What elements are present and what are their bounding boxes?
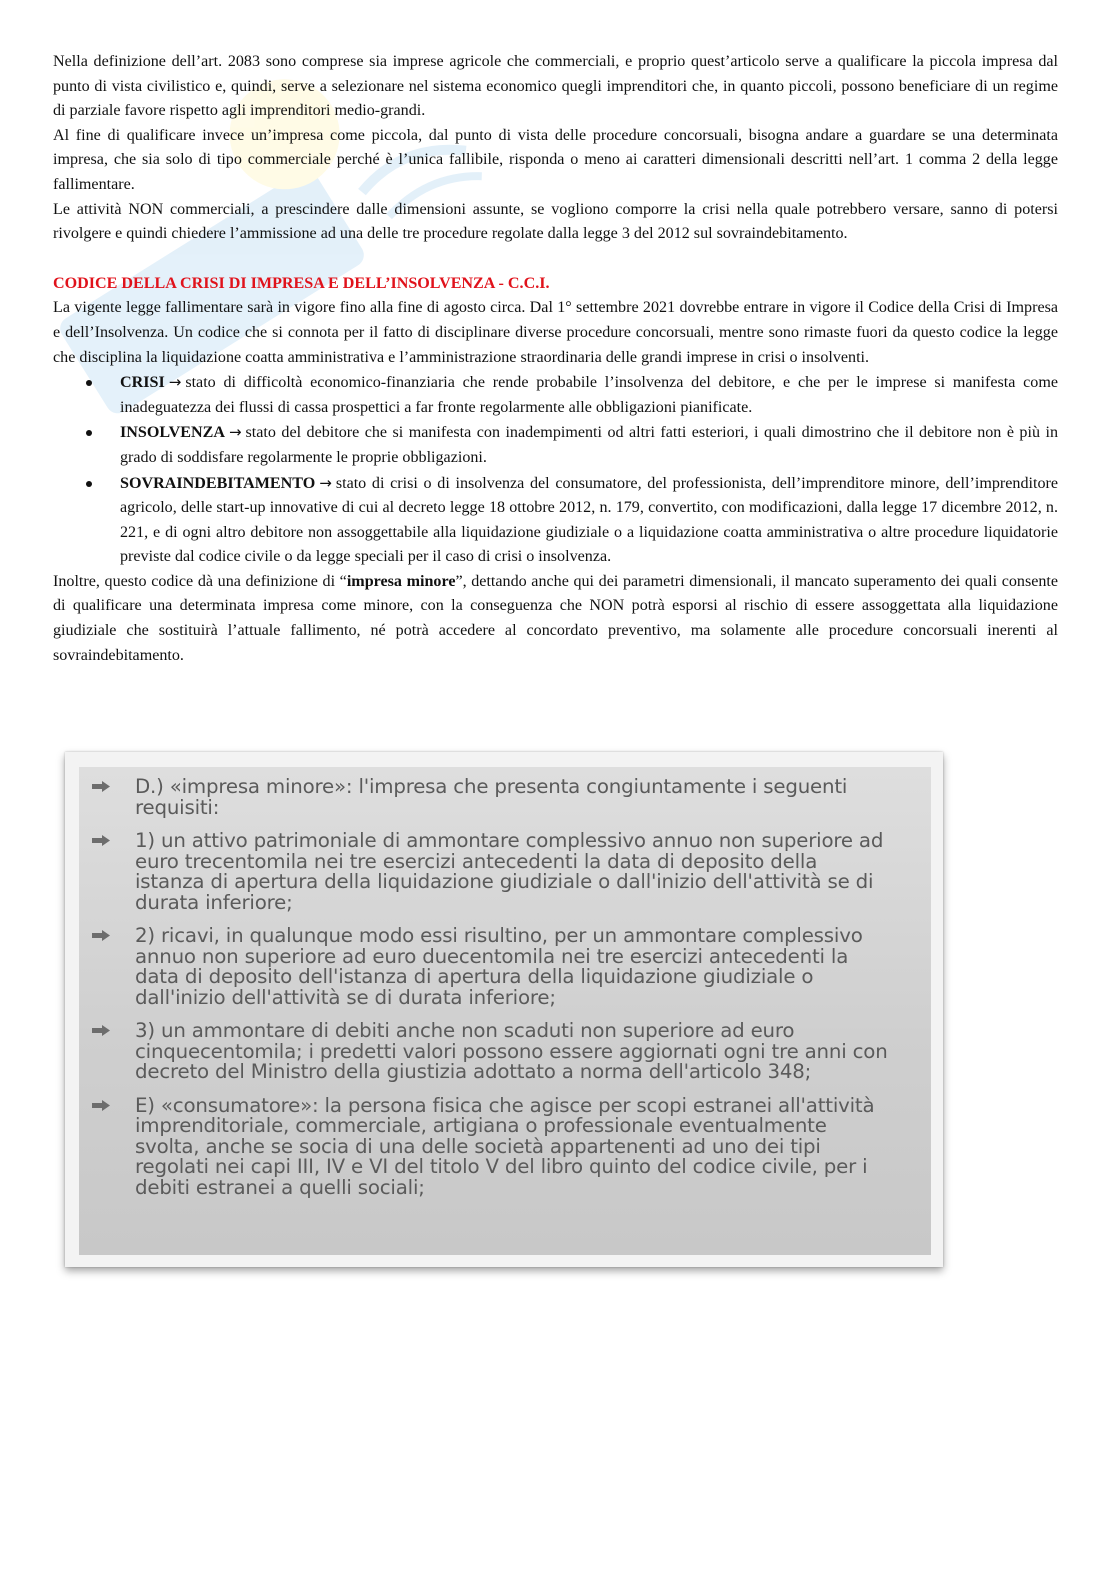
slide-arrow-icon — [92, 1100, 110, 1111]
closing-text-end: ”, dettando anche qui dei parametri dimensionali, il mancato superamento dei quali consente di qualificare una determinata impresa come minore, con la conseguenza che NON potrà esporsi al rischio di essere assoggettata alla liquidazione giudiziale che sostituirà l’attuale fallimento, né potrà accedere al concordato preventivo, ma solamente alle procedure concorsuali inerenti al sovraindebitamento. — [53, 572, 1059, 664]
slide-item-text: E) «consumatore»: la persona fisica che agisce per scopi estranei all'attività imprenditoriale, commerciale, artigiana o professionale eventualmente svolta, anche se socia di una delle società appartenenti ad uno dei tipi regolati nei capi III, IV e VI del titolo V del libro quinto del codice civile, per i debiti estranei a quelli sociali; — [135, 1093, 875, 1199]
slide-item-text: 3) un ammontare di debiti anche non scaduti non superiore ad euro cinquecentomila; i predetti valori possono essere aggiornati ogni tre anni con decreto del Ministro della giustizia adottato a norma dell'articolo 348; — [135, 1019, 888, 1083]
slide-item — [79, 1093, 931, 1199]
definition-item — [53, 471, 1058, 570]
arrow-right-icon: → — [168, 373, 182, 392]
bullet-dot-icon — [86, 430, 92, 436]
arrow-right-icon: → — [228, 423, 242, 442]
slide-item-text: 2) ricavi, in qualunque modo essi risultino, per un ammontare complessivo annuo non superiore ad euro duecentomila nei tre esercizi antecedenti la data di deposito dell'istanza di apertura della liquidazione giudiziale o dall'inizio dell'attività se di durata inferiore; — [135, 924, 863, 1009]
section-heading: CODICE DELLA CRISI DI IMPRESA E DELL’INSOLVENZA - C.C.I. — [53, 274, 550, 292]
definition-text: stato del debitore che si manifesta con inadempimenti od altri fatti esteriori, i quali dimostrino che il debitore non è più in grado di soddisfare regolarmente le proprie obbligazioni. — [120, 424, 1058, 466]
definition-term: CRISI — [120, 374, 165, 392]
definition-text: stato di crisi o di insolvenza del consumatore, del professionista, dell’imprenditore minore, dell’imprenditore agricolo, delle start-up innovative di cui al decreto legge 18 ottobre 2012, n. 179, convertito, con modificazioni, dalla legge 17 dicembre 2012, n. 221, e di ogni altro debitore non assoggettabile alla liquidazione giudiziale o a liquidazione coatta amministrativa o altre procedure liquidatorie previste dal codice civile o da legge speciali per il caso di crisi o insolvenza. — [120, 474, 1058, 566]
intro-paragraph: Al fine di qualificare invece un’impresa come piccola, dal punto di vista delle procedure concorsuali, bisogna andare a guardare se una determinata impresa, che sia solo di tipo commerciale perché è l’unica fallibile, risponda o meno ai caratteri dimensionali descritti nell’art. 1 comma 2 della legge fallimentare. — [53, 126, 1058, 193]
definition-term: INSOLVENZA — [120, 424, 225, 442]
slide-item — [79, 777, 931, 818]
arrow-right-icon: → — [319, 473, 332, 492]
definitions-list — [53, 370, 1058, 570]
slide-item-text: D.) «impresa minore»: l'impresa che presenta congiuntamente i seguenti requisiti: — [135, 775, 848, 819]
intro-paragraph: Le attività NON commerciali, a prescindere dalle dimensioni assunte, se vogliono comporre la crisi nella quale potrebbero versare, sanno di potersi rivolgere e quindi chiedere l’ammissione ad una delle tre procedure regolate dalla legge 3 del 2012 sul sovraindebitamento. — [53, 200, 1058, 243]
definition-item — [53, 420, 1058, 470]
bullet-dot-icon — [86, 380, 92, 386]
slide-item-text: 1) un attivo patrimoniale di ammontare complessivo annuo non superiore ad euro trecentomila nei tre esercizi antecedenti la data di deposito della istanza di apertura della liquidazione giudiziale o dall'inizio dell'attività se di durata inferiore; — [135, 829, 884, 914]
slide-item — [79, 831, 931, 913]
closing-bold-term: impresa minore — [346, 572, 456, 590]
closing-text-start: Inoltre, questo codice dà una definizione di “ — [53, 572, 347, 590]
slide-item — [79, 926, 931, 1008]
document-body — [53, 50, 1058, 668]
slide-arrow-icon — [92, 835, 110, 846]
definition-term: SOVRAINDEBITAMENTO — [120, 474, 316, 492]
intro-paragraph: Nella definizione dell’art. 2083 sono comprese sia imprese agricole che commerciali, e proprio quest’articolo serve a qualificare la piccola impresa dal punto di vista civilistico e, quindi, serve a selezionare nel sistema economico quegli imprenditori che, in quanto piccoli, possono beneficiare di un regime di parziale favore rispetto agli imprenditori medio-grandi. — [53, 53, 1058, 120]
slide-arrow-icon — [92, 1025, 110, 1036]
slide-list — [79, 767, 931, 1198]
slide-arrow-icon — [92, 781, 110, 792]
closing-paragraph — [53, 570, 1058, 668]
definition-item — [53, 370, 1058, 420]
bullet-dot-icon — [86, 481, 92, 487]
slide-image — [79, 767, 931, 1255]
slide-arrow-icon — [92, 930, 110, 941]
slide-item — [79, 1021, 931, 1083]
definition-text: stato di difficoltà economico-finanziaria che rende probabile l’insolvenza del debitore, e che per le imprese si manifesta come inadeguatezza dei flussi di cassa prospettici a far fronte regolarmente alle obbligazioni pianificate. — [120, 374, 1058, 416]
section-intro: La vigente legge fallimentare sarà in vigore fino alla fine di agosto circa. Dal 1° settembre 2021 dovrebbe entrare in vigore il Codice della Crisi di Impresa e dell’Insolvenza. Un codice che si connota per il fatto di disciplinare diverse procedure concorsuali, mentre sono rimaste fuori da questo codice la legge che disciplina la liquidazione coatta amministrativa e l’amministrazione straordinaria delle grandi imprese in crisi o insolventi. — [53, 299, 1058, 366]
